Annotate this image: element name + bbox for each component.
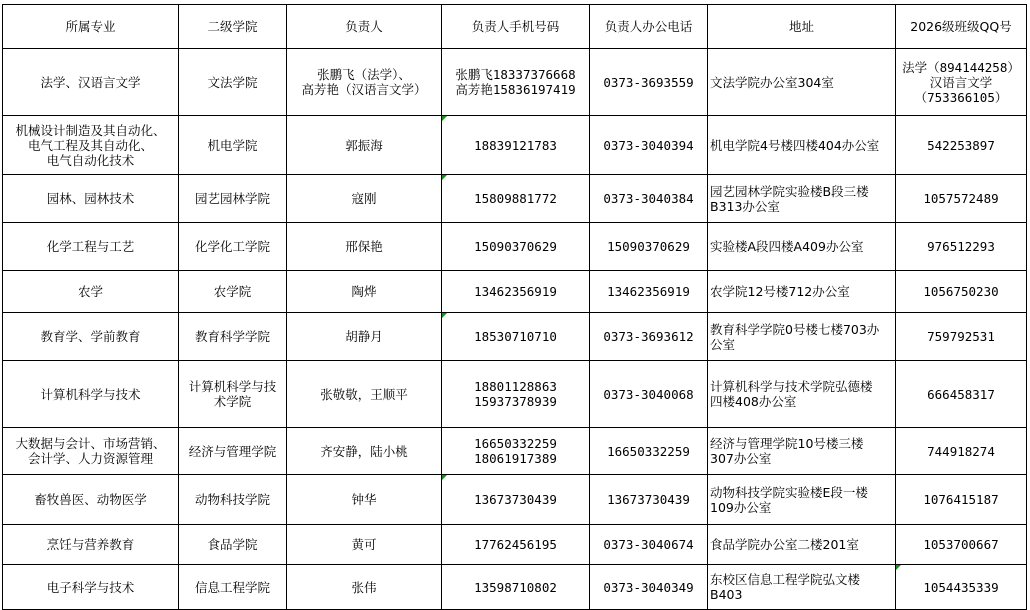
cell-text-line: 高芳艳15836197419 (455, 82, 576, 97)
cell-address (708, 428, 896, 475)
cell-text-line: 钟华 (351, 492, 377, 507)
cell-qq (896, 475, 1027, 525)
cell-text-line: 经济与管理学院 (188, 443, 277, 459)
cell-college (179, 525, 287, 565)
cell-person (287, 49, 442, 116)
cell-college (179, 361, 287, 428)
cell-text-line: 0373-3040394 (603, 137, 694, 153)
table-row (3, 565, 1027, 610)
cell-text-line: 759792531 (927, 329, 995, 344)
cell-text-line: 畜牧兽医、动物医学 (34, 492, 147, 507)
cell-text-line: 0373-3040068 (603, 386, 694, 402)
cell-office-phone (590, 223, 708, 271)
cell-text-line: 教育科学学院 (194, 329, 270, 344)
cell-college (179, 116, 287, 175)
cell-text-line: 1057572489 (923, 191, 999, 206)
cell-text-line: 动物科技学院实验楼E段一楼 (710, 484, 868, 500)
cell-person (287, 271, 442, 313)
cell-text-line: 农学院12号楼712办公室 (710, 284, 850, 299)
cell-text-line: 13598710802 (474, 579, 557, 595)
cell-text-line: 18839121783 (474, 137, 557, 153)
cell-person (287, 223, 442, 271)
cell-college (179, 223, 287, 271)
cell-major (3, 49, 179, 116)
cell-text-line: 农学 (77, 284, 103, 299)
cell-mobile (442, 525, 590, 565)
header-major: 所属专业 (3, 5, 179, 49)
cell-mobile (442, 565, 590, 610)
cell-text-line: 张鹏飞（法学）、 (317, 67, 411, 82)
cell-text-line: 1054435339 (923, 579, 999, 595)
table-row (3, 475, 1027, 525)
cell-office-phone (590, 525, 708, 565)
cell-mobile (442, 361, 590, 428)
table-row (3, 175, 1027, 223)
cell-college (179, 313, 287, 361)
header-qq: 2026级班级QQ号 (896, 5, 1027, 49)
cell-major (3, 361, 179, 428)
cell-address (708, 271, 896, 313)
cell-major (3, 313, 179, 361)
cell-text-line: 黄可 (351, 537, 377, 552)
cell-address (708, 313, 896, 361)
cell-qq (896, 116, 1027, 175)
cell-text-line: 食品学院 (207, 537, 258, 552)
cell-text-line: 烹饪与营养教育 (46, 537, 135, 552)
cell-text-line: 307办公室 (710, 451, 772, 466)
cell-text-line: 农学院 (213, 284, 252, 299)
table-row (3, 525, 1027, 565)
cell-text-line: 542253897 (927, 137, 995, 153)
cell-text-line: 化学化工学院 (194, 239, 270, 254)
cell-mobile (442, 271, 590, 313)
cell-text-line: （753366105） (914, 89, 1008, 105)
cell-text-line: 13673730439 (474, 492, 557, 507)
cell-office-phone (590, 175, 708, 223)
cell-text-line: 东校区信息工程学院弘文楼 (710, 572, 861, 587)
cell-college (179, 475, 287, 525)
cell-text-line: 张鹏飞18337376668 (455, 67, 576, 82)
cell-text-line: 四楼408办公室 (710, 394, 797, 409)
cell-text-line: 动物科技学院 (194, 492, 270, 507)
cell-office-phone (590, 313, 708, 361)
cell-text-line: 教育学、学前教育 (40, 329, 141, 344)
header-mobile: 负责人手机号码 (442, 5, 590, 49)
cell-text-line: 机电学院 (207, 137, 258, 153)
cell-text-line: 15090370629 (607, 239, 690, 254)
cell-address (708, 361, 896, 428)
cell-text-line: 机电学院4号楼四楼404办公室 (710, 137, 880, 153)
cell-text-line: 邢保艳 (345, 239, 383, 254)
cell-qq (896, 175, 1027, 223)
cell-text-line: 实验楼A段四楼A409办公室 (710, 239, 864, 254)
cell-text-line: 电气工程及其自动化、 (27, 137, 153, 153)
cell-person (287, 475, 442, 525)
cell-mobile (442, 313, 590, 361)
cell-college (179, 565, 287, 610)
cell-text-line: 术学院 (213, 394, 252, 409)
cell-major (3, 475, 179, 525)
cell-text-line: 食品学院办公室二楼201室 (710, 537, 859, 552)
cell-text-line: 机械设计制造及其自动化、 (15, 122, 166, 138)
cell-text-line: 15937378939 (474, 394, 557, 409)
cell-text-line: 109办公室 (710, 499, 772, 515)
cell-mobile (442, 49, 590, 116)
cell-text-line: 15809881772 (474, 191, 557, 206)
cell-text-line: 法学、汉语言文学 (40, 74, 141, 90)
cell-qq (896, 313, 1027, 361)
cell-text-line: 园艺园林学院 (194, 191, 270, 206)
cell-text-line: 会计学、人力资源管理 (27, 451, 153, 466)
cell-text-line: 0373-3040349 (603, 579, 694, 595)
cell-major (3, 116, 179, 175)
cell-qq (896, 428, 1027, 475)
cell-office-phone (590, 428, 708, 475)
cell-qq (896, 223, 1027, 271)
cell-office-phone (590, 565, 708, 610)
cell-text-line: 16650332259 (474, 436, 557, 451)
cell-mobile (442, 428, 590, 475)
cell-text-line: 郭振海 (345, 137, 383, 153)
cell-text-line: 15090370629 (474, 239, 557, 254)
header-row (3, 5, 1027, 49)
cell-text-line: 高芳艳（汉语言文学） (301, 82, 427, 97)
cell-text-line: 1053700667 (923, 537, 999, 552)
cell-text-line: 公室 (710, 336, 736, 352)
cell-college (179, 175, 287, 223)
table-row (3, 49, 1027, 116)
cell-major (3, 428, 179, 475)
cell-qq (896, 525, 1027, 565)
cell-person (287, 116, 442, 175)
cell-person (287, 361, 442, 428)
cell-address (708, 116, 896, 175)
table-row (3, 361, 1027, 428)
cell-qq (896, 361, 1027, 428)
cell-text-line: 文法学院办公室304室 (710, 74, 834, 90)
cell-person (287, 313, 442, 361)
cell-college (179, 49, 287, 116)
cell-qq (896, 49, 1027, 116)
cell-address (708, 565, 896, 610)
cell-text-line: 陶烨 (351, 284, 377, 299)
cell-text-line: 计算机科学与技术学院弘德楼 (710, 379, 873, 394)
cell-text-line: 法学（894144258） (902, 59, 1020, 75)
table-row (3, 313, 1027, 361)
cell-text-line: 电子科学与技术 (46, 579, 135, 595)
cell-text-line: 寇刚 (351, 191, 377, 206)
cell-text-line: B403 (710, 587, 743, 602)
cell-text-line: 13462356919 (474, 284, 557, 299)
cell-text-line: 16650332259 (607, 443, 690, 459)
cell-text-line: 张敬敬，王顺平 (320, 386, 408, 402)
cell-text-line: 976512293 (927, 239, 995, 254)
cell-text-line: 大数据与会计、市场营销、 (15, 436, 166, 451)
cell-major (3, 525, 179, 565)
cell-text-line: B313办公室 (710, 198, 780, 214)
cell-text-line: 18530710710 (474, 329, 557, 344)
cell-person (287, 428, 442, 475)
cell-college (179, 271, 287, 313)
cell-text-line: 文法学院 (207, 74, 258, 90)
cell-text-line: 汉语言文学 (929, 74, 993, 90)
cell-mobile (442, 116, 590, 175)
cell-office-phone (590, 361, 708, 428)
cell-text-line: 信息工程学院 (194, 579, 270, 595)
cell-text-line: 园艺园林学院实验楼B段三楼 (710, 183, 869, 199)
cell-text-line: 计算机科学与技术 (40, 386, 141, 402)
header-office-phone: 负责人办公电话 (590, 5, 708, 49)
cell-text-line: 齐安静，陆小桃 (320, 443, 408, 459)
header-college: 二级学院 (179, 5, 287, 49)
cell-person (287, 175, 442, 223)
cell-address (708, 49, 896, 116)
cell-office-phone (590, 271, 708, 313)
cell-text-line: 电气自动化技术 (46, 152, 135, 168)
cell-address (708, 223, 896, 271)
cell-office-phone (590, 49, 708, 116)
cell-address (708, 475, 896, 525)
cell-text-line: 18801128863 (474, 379, 557, 394)
cell-address (708, 175, 896, 223)
cell-mobile (442, 175, 590, 223)
cell-text-line: 666458317 (927, 386, 995, 402)
cell-major (3, 565, 179, 610)
table-row (3, 116, 1027, 175)
cell-text-line: 0373-3040674 (603, 537, 694, 552)
cell-text-line: 0373-3693559 (603, 74, 694, 90)
cell-text-line: 744918274 (927, 443, 995, 459)
cell-qq (896, 565, 1027, 610)
cell-major (3, 175, 179, 223)
cell-office-phone (590, 475, 708, 525)
table-row (3, 271, 1027, 313)
cell-major (3, 271, 179, 313)
table-row (3, 428, 1027, 475)
cell-text-line: 胡静月 (345, 329, 383, 344)
cell-text-line: 13673730439 (607, 492, 690, 507)
cell-mobile (442, 475, 590, 525)
cell-text-line: 园林、园林技术 (46, 191, 135, 206)
cell-text-line: 化学工程与工艺 (46, 239, 135, 254)
cell-mobile (442, 223, 590, 271)
cell-text-line: 1056750230 (923, 284, 999, 299)
cell-college (179, 428, 287, 475)
cell-text-line: 13462356919 (607, 284, 690, 299)
cell-text-line: 张伟 (351, 579, 377, 595)
cell-address (708, 525, 896, 565)
table-row (3, 223, 1027, 271)
cell-text-line: 0373-3693612 (603, 329, 694, 344)
cell-text-line: 0373-3040384 (603, 191, 694, 206)
cell-text-line: 教育科学学院0号楼七楼703办 (710, 321, 880, 337)
contact-table (2, 4, 1027, 610)
cell-office-phone (590, 116, 708, 175)
cell-text-line: 经济与管理学院10号楼三楼 (710, 436, 864, 451)
cell-qq (896, 271, 1027, 313)
cell-text-line: 计算机科学与技 (188, 379, 277, 394)
header-address: 地址 (708, 5, 896, 49)
cell-text-line: 18061917389 (474, 451, 557, 466)
header-person: 负责人 (287, 5, 442, 49)
cell-major (3, 223, 179, 271)
cell-text-line: 1076415187 (923, 492, 999, 507)
cell-person (287, 525, 442, 565)
cell-text-line: 17762456195 (474, 537, 557, 552)
cell-person (287, 565, 442, 610)
